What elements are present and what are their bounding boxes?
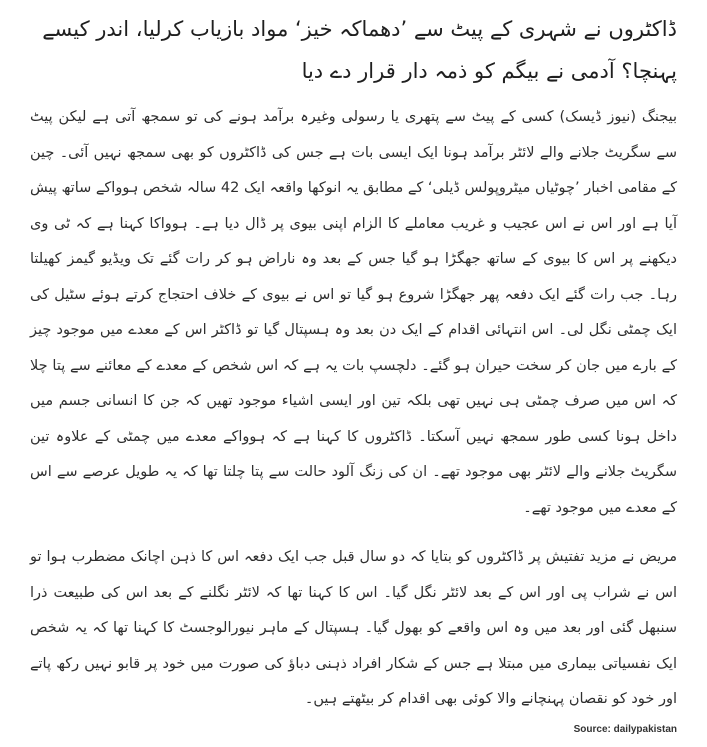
article-paragraph-1: بیجنگ (نیوز ڈیسک) کسی کے پیٹ سے پتھری یا رسولی وغیرہ برآمد ہونے کی تو سمجھ آتی ہے لیکن پیٹ سے سگریٹ جلانے والے لائٹر برآمد ہونا ایک ایسی بات ہے جس کی ڈاکٹروں کو بھی سمجھ نہیں آئی۔ چین کے مقامی اخبار ’چوٹیاں میٹروپولس ڈیلی‘ کے مطابق یہ انوکھا واقعہ ایک 42 سالہ شخص ہوواکے ساتھ پیش آیا ہے اور اس نے اس عجیب و غریب معاملے کا الزام اپنی بیوی پر ڈال دیا ہے۔ ہوواکا کہنا ہے کہ ٹی وی دیکھنے پر اس کا بیوی کے ساتھ جھگڑا ہو گیا جس کے بعد وہ ناراض ہو کر رات گئے تک ویڈیو گیمز کھیلتا رہا۔ جب رات گئے ایک دفعہ پھر جھگڑا شروع ہو گیا تو اس نے بیوی کے خلاف احتجاج کرتے ہوئے سٹیل کی ایک چمٹی نگل لی۔ اس انتہائی اقدام کے ایک دن بعد وہ ہسپتال گیا تو ڈاکٹر اس کے معدے میں موجود چیز کے بارے میں جان کر سخت حیران ہو گئے۔ دلچسپ بات یہ ہے کہ اس شخص کے معدے کے معائنے سے پتا چلا کہ اس میں صرف چمٹی ہی نہیں تھی بلکہ تین اور ایسی اشیاء موجود تھیں کہ جن کا انسانی جسم میں داخل ہونا کسی طور سمجھ نہیں آسکتا۔ ڈاکٹروں کا کہنا ہے کہ ہوواکے معدے میں چمٹی کے علاوہ تین سگریٹ جلانے والے لائٹر بھی موجود تھے۔ ان کی زنگ آلود حالت سے پتا چلتا تھا کہ یہ طویل عرصے سے اس کے معدے میں موجود تھے۔ (30, 109, 677, 516)
article-headline: ڈاکٹروں نے شہری کے پیٹ سے ’دھماکہ خیز‘ مواد بازیاب کرلیا، اندر کیسے پہنچا؟ آدمی نے بیگم کو ذمہ دار قرار دے دیا (42, 17, 677, 83)
article-source: Source: dailypakistan (573, 723, 677, 735)
article-paragraph-2: مریض نے مزید تفتیش پر ڈاکٹروں کو بتایا کہ دو سال قبل جب ایک دفعہ اس کا ذہن اچانک مضطرب ہوا تو اس نے شراب پی اور اس کے بعد لائٹر نگل گیا۔ اس کا کہنا تھا کہ لائٹر نگلنے کے بعد اس کی طبیعت ذرا سنبھل گئی اور بعد میں وہ اس واقعے کو بھول گیا۔ ہسپتال کے ماہر نیورالوجسٹ کا کہنا تھا کہ یہ شخص ایک نفسیاتی بیماری میں مبتلا ہے جس کے شکار افراد ذہنی دباؤ کی صورت میں خود پر قابو نہیں رکھ پاتے اور خود کو نقصان پہنچانے والا کوئی بھی اقدام کر بیٹھتے ہیں۔ (30, 549, 677, 707)
